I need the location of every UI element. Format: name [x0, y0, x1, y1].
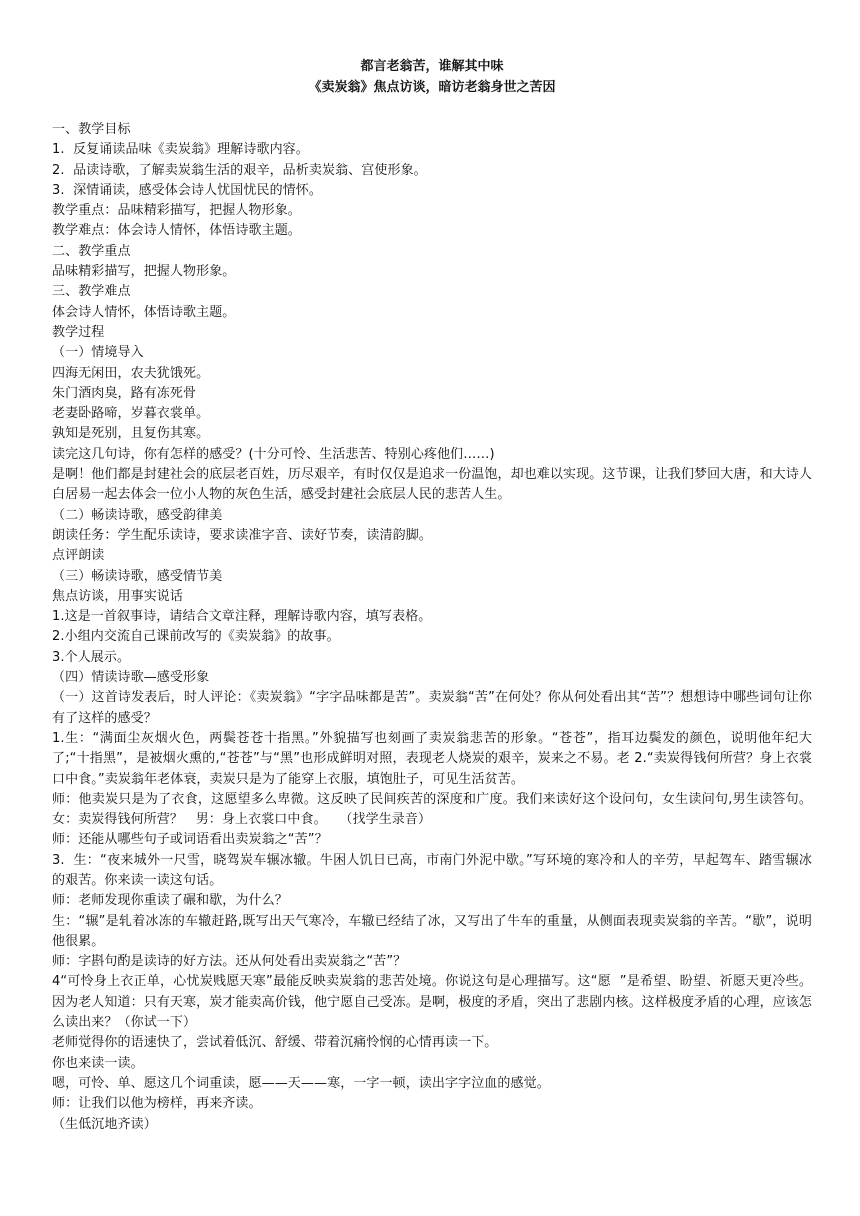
paragraph: 师：还能从哪些句子或词语看出卖炭翁之“苦”？ [52, 832, 328, 848]
paragraph: 师：字斟句酌是读诗的好方法。还从何处看出卖炭翁之“苦”？ [52, 954, 407, 970]
paragraph: 教学重点：品味精彩描写，把握人物形象。 [52, 203, 301, 219]
paragraph: （生低沉地齐读） [52, 1116, 157, 1132]
paragraph: 教学难点：体会诗人情怀，体悟诗歌主题。 [52, 223, 301, 239]
paragraph: 2. 品读诗歌，了解卖炭翁生活的艰辛，品析卖炭翁、宫使形象。 [52, 162, 427, 178]
poem-line: 老妻卧路啼，岁暮衣裳单。 [52, 406, 210, 422]
section-heading: 三、教学难点 [52, 284, 131, 300]
paragraph: 生：“辗”是轧着冰冻的车辙赶路,既写出天气寒冷，车辙已经结了冰，又写出了牛车的重量，从侧面表现卖炭翁的辛苦。“歇”，说明他很累。 [52, 913, 812, 949]
paragraph: 体会诗人情怀，体悟诗歌主题。 [52, 304, 236, 320]
subsection-heading: （二）畅读诗歌，感受韵律美 [52, 507, 223, 523]
section-heading: 教学过程 [52, 324, 105, 340]
paragraph: 3.个人展示。 [52, 649, 131, 665]
document-page [52, 56, 812, 1135]
paragraph: 1.生：“满面尘灰烟火色，两鬓苍苍十指黑。”外貌描写也刻画了卖炭翁悲苦的形象。“苍苍”，指耳边鬓发的颜色，说明他年纪大了;“十指黑”，是被烟火熏的,“苍苍”与“黑”也形成鲜明对照，表现老人烧炭的艰辛，炭来之不易。老 2.“卖炭得钱何所营？身上衣裳口中食。”卖炭翁年老体衰，卖炭只是为了能穿上衣服，填饱肚子，可见生活贫苦。 [52, 730, 812, 787]
poem-line: 孰知是死别，且复伤其寒。 [52, 426, 210, 442]
section-heading: 二、教学重点 [52, 243, 131, 259]
paragraph: 读完这几句诗，你有怎样的感受？(十分可怜、生活悲苦、特别心疼他们……) [52, 446, 495, 462]
paragraph: 师：老师发现你重读了碾和歇，为什么？ [52, 893, 288, 909]
document-body [52, 120, 812, 1135]
paragraph: 你也来读一读。 [52, 1055, 144, 1071]
paragraph: 点评朗读 [52, 548, 105, 564]
section-heading: 一、教学目标 [52, 122, 131, 137]
subsection-heading: （四）情读诗歌—感受形象 [52, 670, 210, 686]
subsection-heading: （三）畅读诗歌，感受情节美 [52, 568, 223, 584]
paragraph: 师：他卖炭只是为了衣食，这愿望多么卑微。这反映了民间疾苦的深度和广度。我们来读好这个设问句，女生读问句,男生读答句。女：卖炭得钱何所营？ 男：身上衣裳口中食。 （找学生录音） [52, 791, 812, 828]
spacer [52, 98, 812, 120]
document-subtitle: 《卖炭翁》焦点访谈，暗访老翁身世之苦因 [308, 80, 556, 95]
paragraph: 3. 生：“夜来城外一尺雪，晓驾炭车辗冰辙。牛困人饥日已高，市南门外泥中歇。”写环境的寒冷和人的辛劳，早起驾车、踏雪辗冰的艰苦。你来读一读这句话。 [52, 852, 812, 888]
subsection-heading: （一）情境导入 [52, 345, 144, 361]
paragraph: 1.这是一首叙事诗，请结合文章注释，理解诗歌内容，填写表格。 [52, 609, 432, 625]
paragraph: 3. 深情诵读，感受体会诗人忧国忧民的情怀。 [52, 182, 322, 198]
paragraph: 品味精彩描写，把握人物形象。 [52, 264, 236, 280]
paragraph: 嗯，可怜、单、愿这几个词重读，愿——天——寒，一字一顿，读出字字泣血的感觉。 [52, 1075, 550, 1091]
paragraph: 1. 反复诵读品味《卖炭翁》理解诗歌内容。 [52, 142, 309, 158]
paragraph: 是啊！他们都是封建社会的底层老百姓，历尽艰辛，有时仅仅是追求一份温饱，却也难以实现。这节课，让我们梦回大唐，和大诗人白居易一起去体会一位小人物的灰色生活，感受封建社会底层人民的悲苦人生。 [52, 467, 812, 503]
paragraph: 师：让我们以他为榜样，再来齐读。 [52, 1096, 262, 1112]
poem-line: 四海无闲田，农夫犹饿死。 [52, 365, 210, 381]
poem-line: 朱门酒肉臭，路有冻死骨 [52, 385, 197, 401]
paragraph: 朗读任务：学生配乐读诗，要求读准字音、读好节奏，读清韵脚。 [52, 527, 432, 543]
paragraph: 2.小组内交流自己课前改写的《卖炭翁》的故事。 [52, 629, 340, 645]
paragraph: 老师觉得你的语速快了，尝试着低沉、舒缓、带着沉痛怜悯的心情再读一下。 [52, 1035, 498, 1051]
paragraph: （一）这首诗发表后，时人评论：《卖炭翁》“字字品味都是苦”。卖炭翁“苦”在何处？你从何处看出其“苦”？想想诗中哪些词句让你有了这样的感受？ [52, 690, 812, 726]
paragraph: 焦点访谈，用事实说话 [52, 588, 184, 604]
paragraph: 4“可怜身上衣正单，心忧炭贱愿天寒”最能反映卖炭翁的悲苦处境。你说这句是心理描写。这“愿 ”是希望、盼望、祈愿天更冷些。因为老人知道：只有天寒，炭才能卖高价钱，他宁愿自己受冻。是啊，极度的矛盾，突出了悲剧内核。这样极度矛盾的心理，应该怎么读出来？（你试一下） [52, 974, 812, 1031]
document-title: 都言老翁苦，谁解其中味 [360, 59, 504, 74]
